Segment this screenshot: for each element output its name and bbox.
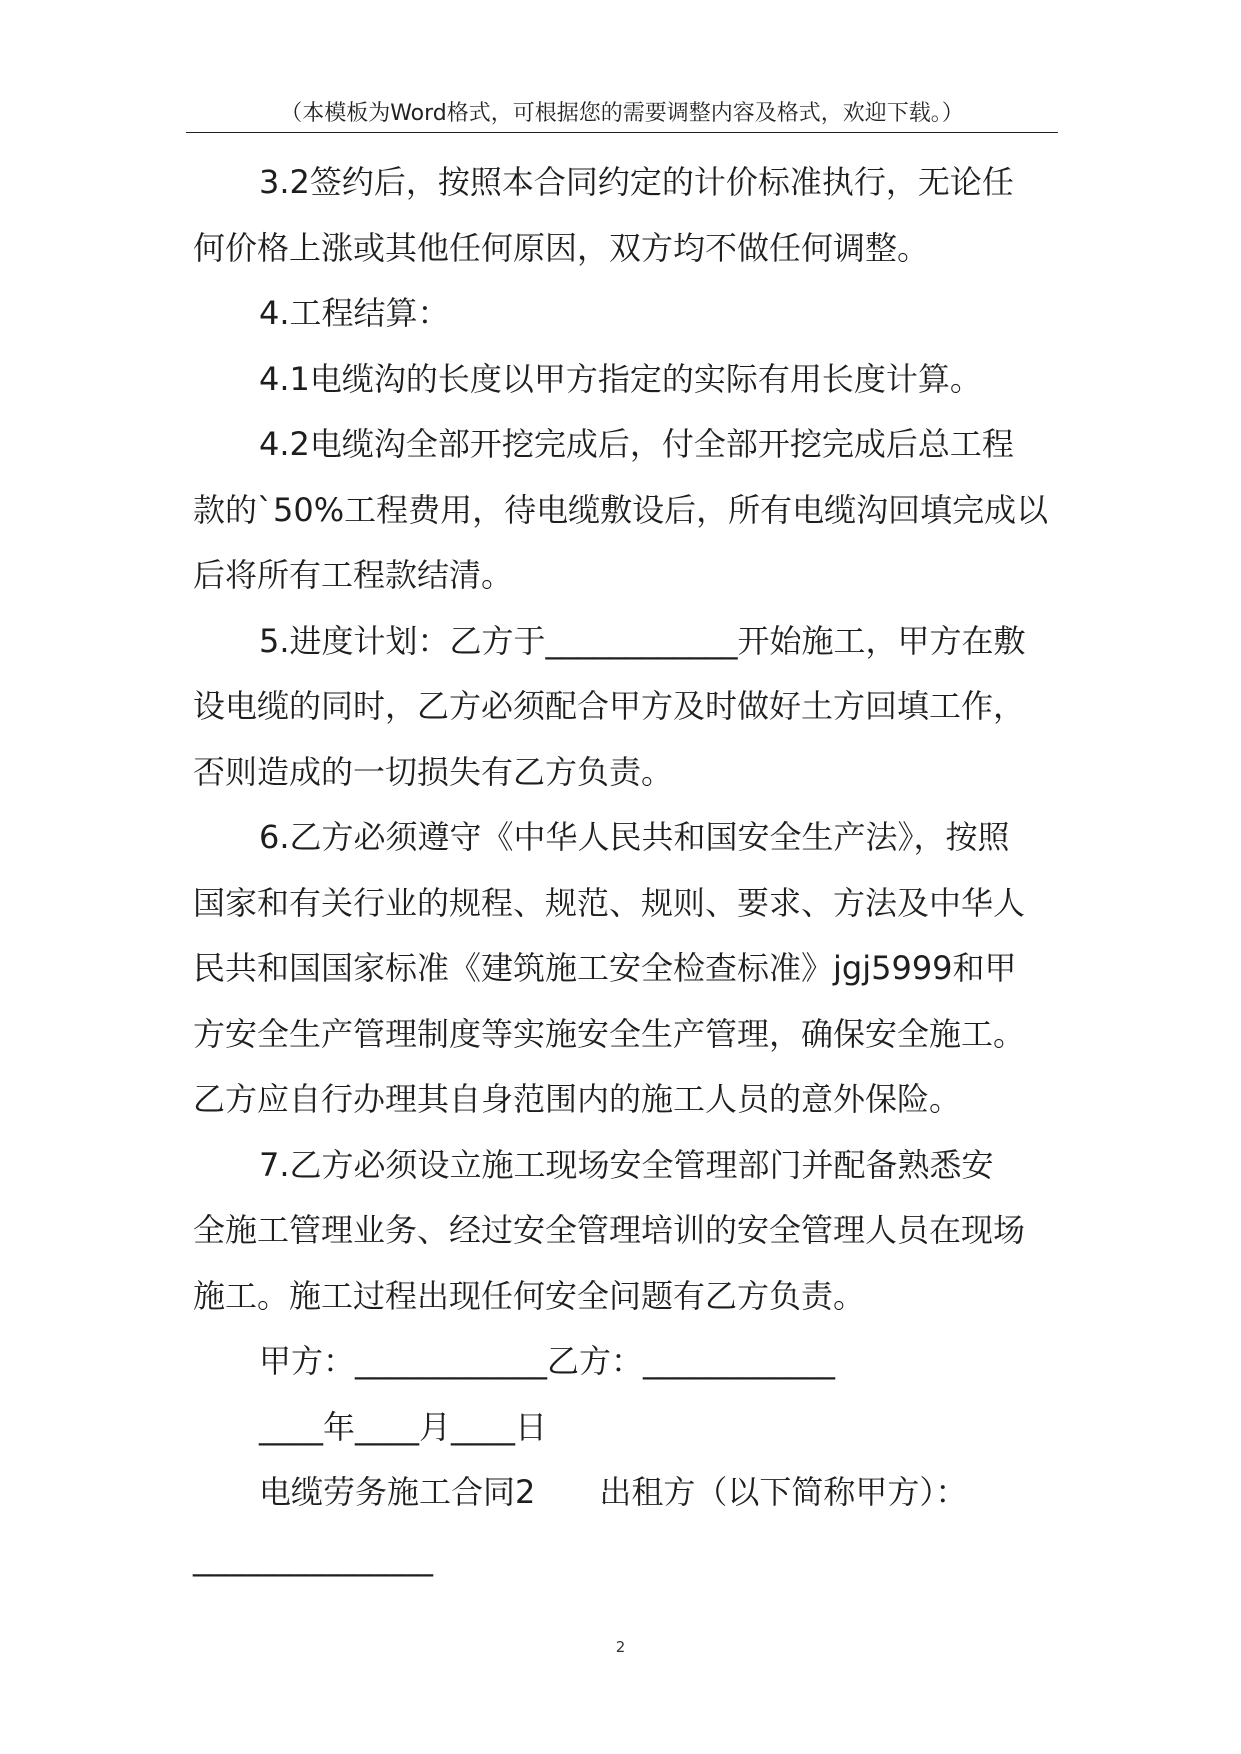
text-line: 款的`50%工程费用，待电缆敷设后，所有电缆沟回填完成以 bbox=[193, 490, 1049, 529]
text-line: 4.1电缆沟的长度以甲方指定的实际有用长度计算。 bbox=[259, 359, 982, 398]
page-number: 2 bbox=[615, 1638, 626, 1656]
text-line: 4.2电缆沟全部开挖完成后，付全部开挖完成后总工程 bbox=[259, 425, 1014, 463]
text-line: 4.工程结算： bbox=[259, 294, 450, 332]
text-line: 电缆劳务施工合同2 出租方（以下简称甲方）： bbox=[259, 1473, 968, 1511]
text-line: 3.2签约后，按照本合同约定的计价标准执行，无论任 bbox=[259, 163, 1014, 201]
text-line: ____年____月____日 bbox=[259, 1407, 548, 1446]
text-line: 6.乙方必须遵守《中华人民共和国安全生产法》，按照 bbox=[259, 818, 1010, 856]
text-line: 乙方应自行办理其自身范围内的施工人员的意外保险。 bbox=[193, 1080, 962, 1118]
text-line: 国家和有关行业的规程、规范、规则、要求、方法及中华人 bbox=[193, 883, 1026, 922]
text-line: 施工。施工过程出现任何安全问题有乙方负责。 bbox=[193, 1276, 866, 1315]
header-divider bbox=[186, 132, 1058, 133]
text-line: 何价格上涨或其他任何原因，双方均不做任何调整。 bbox=[193, 228, 930, 267]
text-line: 全施工管理业务、经过安全管理培训的安全管理人员在现场 bbox=[193, 1211, 1026, 1249]
text-line: 否则造成的一切损失有乙方负责。 bbox=[193, 752, 674, 791]
text-line: _______________ bbox=[193, 1538, 433, 1577]
text-line: 7.乙方必须设立施工现场安全管理部门并配备熟悉安 bbox=[259, 1145, 994, 1184]
text-line: 设电缆的同时，乙方必须配合甲方及时做好土方回填工作， bbox=[193, 687, 1026, 725]
text-line: 后将所有工程款结清。 bbox=[193, 556, 514, 594]
contract-body bbox=[193, 150, 1093, 1591]
text-line: 甲方：____________乙方：____________ bbox=[259, 1342, 836, 1380]
template-note: （本模板为Word格式，可根据您的需要调整内容及格式，欢迎下载。） bbox=[280, 101, 964, 126]
text-line: 民共和国国家标准《建筑施工安全检查标准》jgj5999和甲 bbox=[193, 949, 1017, 987]
text-line: 方安全生产管理制度等实施安全生产管理，确保安全施工。 bbox=[193, 1014, 1026, 1053]
text-line: 5.进度计划：乙方于____________开始施工，甲方在敷 bbox=[259, 621, 1026, 660]
